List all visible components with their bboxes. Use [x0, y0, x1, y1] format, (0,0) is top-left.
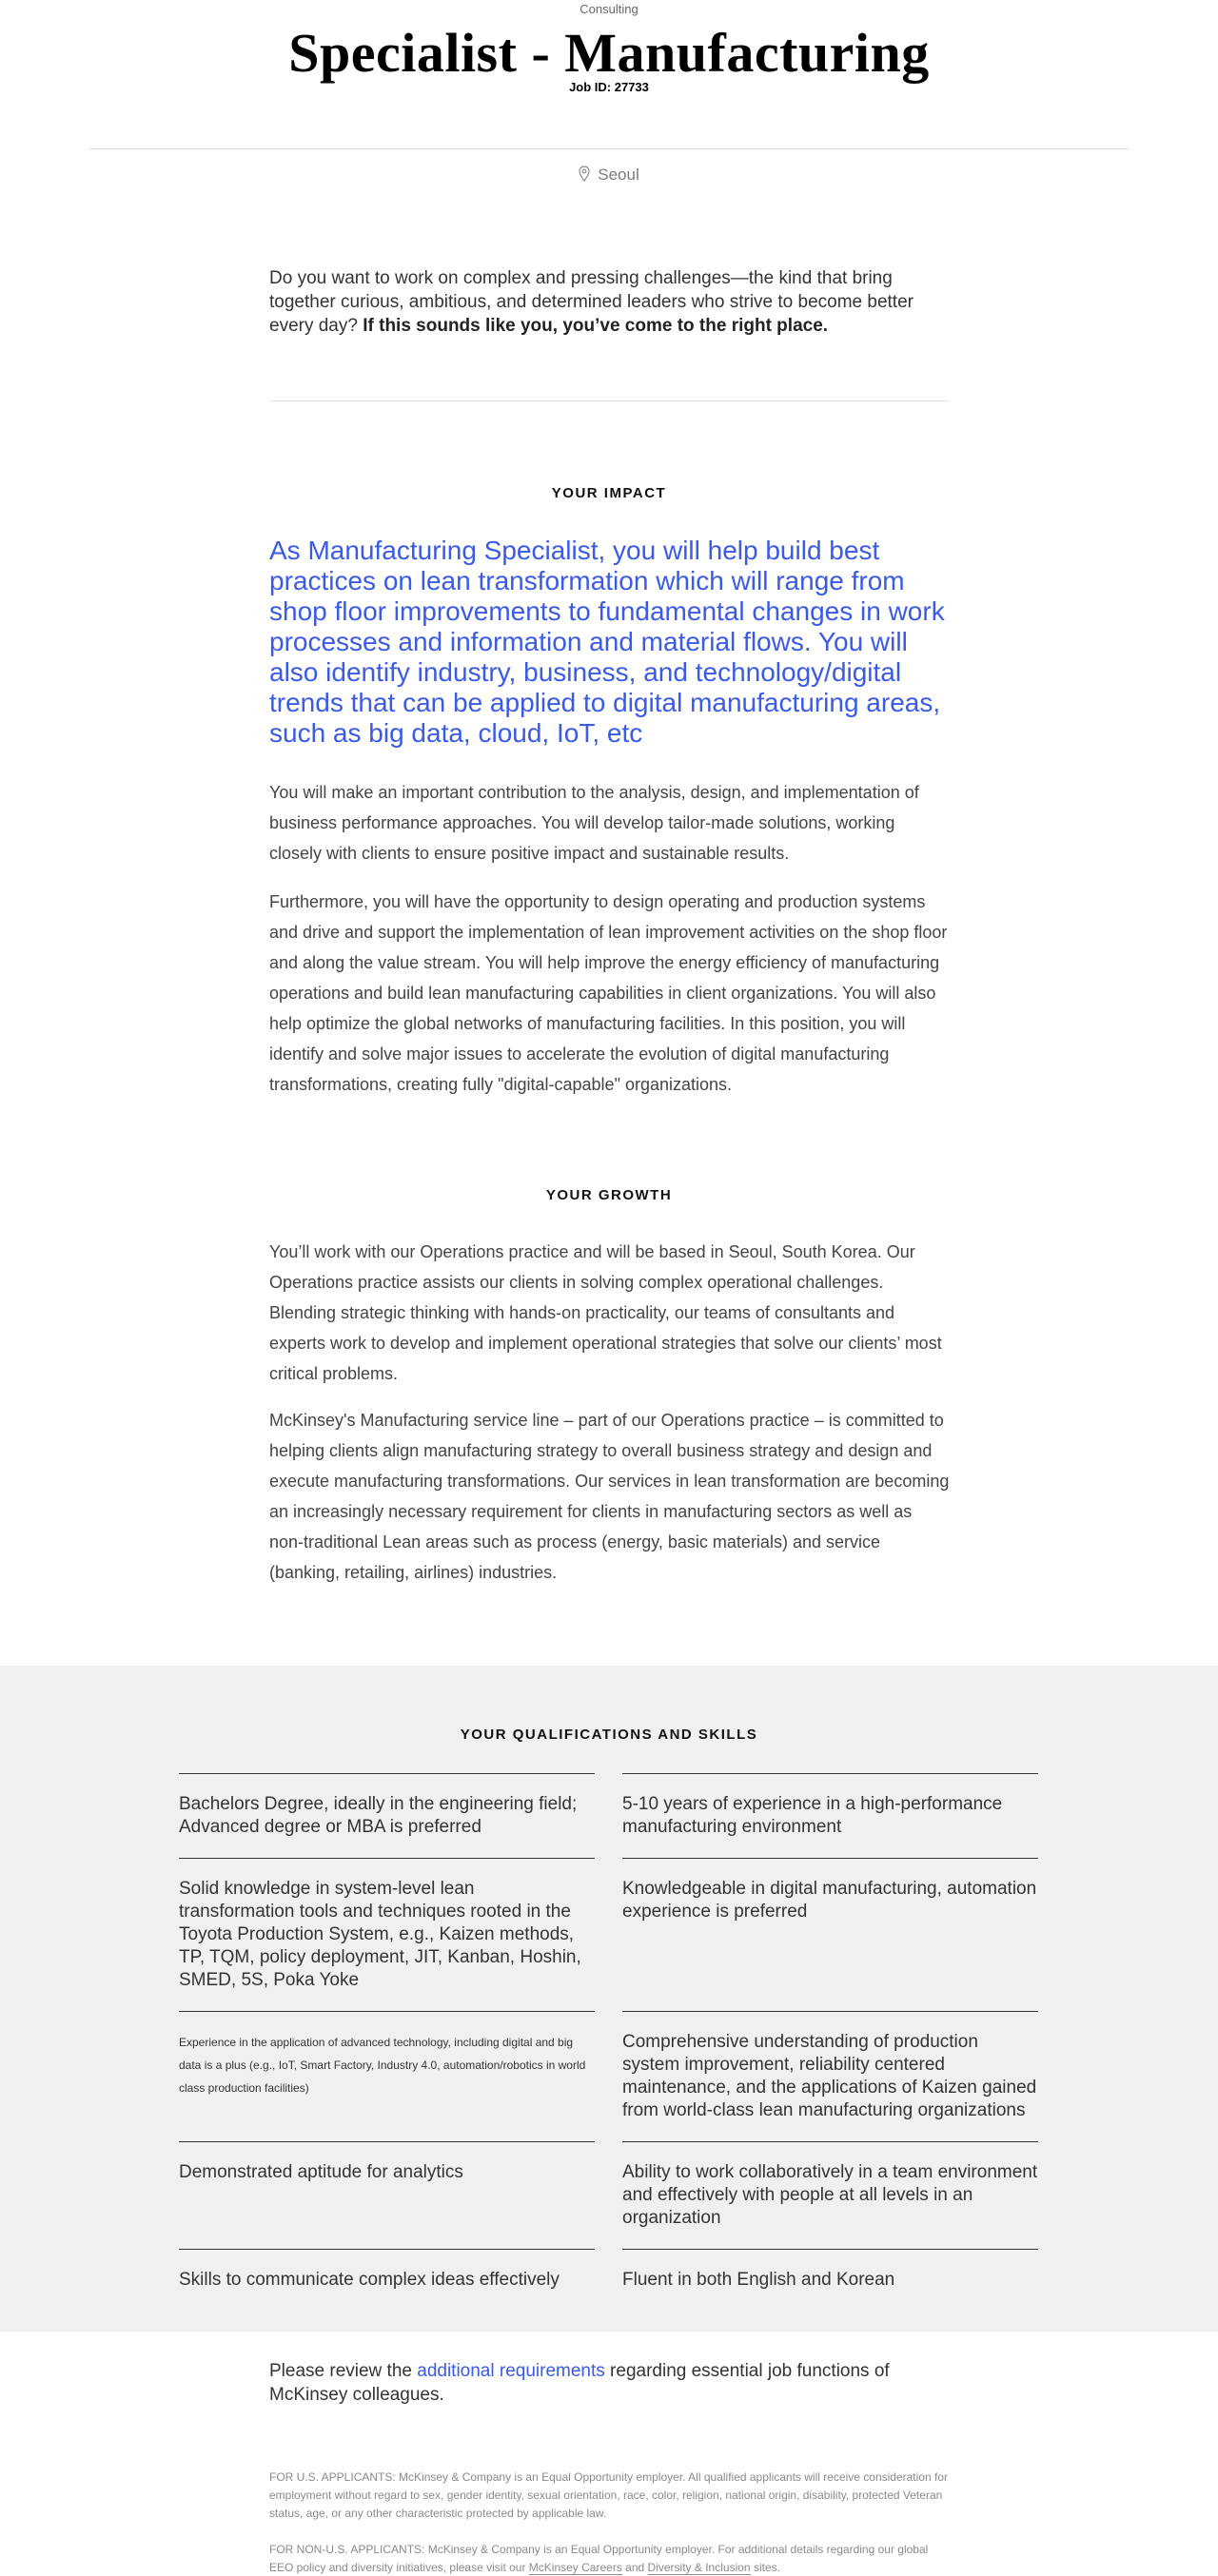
qualification-item: Knowledgeable in digital manufacturing, automation experience is preferred	[622, 1858, 1038, 1923]
qualification-item: Skills to communicate complex ideas effectively	[179, 2249, 595, 2292]
qualification-item: Comprehensive understanding of production system improvement, reliability centered maintenance, and the applications of Kaizen gained from world-class lean manufacturing organizations	[622, 2011, 1038, 2122]
intro-bold-text: If this sounds like you, you’ve come to the right place.	[363, 316, 829, 336]
intro-paragraph	[269, 266, 950, 338]
impact-paragraph-2: Furthermore, you will have the opportunity to design operating and production systems and drive and support the implementation of lean improvement activities on the shop floor and along the value stream. You will help improve the energy efficiency of manufacturing operations and build lean manufacturing capabilities in client organizations. You will also help optimize the global networks of manufacturing facilities. In this position, you will identify and solve major issues to accelerate the evolution of digital manufacturing transformations, creating fully "digital-capable" organizations.	[269, 892, 948, 1094]
qualifications-section	[0, 1666, 1218, 2332]
location-pin-icon	[579, 166, 590, 182]
impact-lead: As Manufacturing Specialist, you will help build best practices on lean transformation which will range from shop floor improvements to fundamental changes in work processes and information and material flows. You will also identify industry, business, and technology/digital trends that can be applied to digital manufacturing areas, such as big data, cloud, IoT, etc	[269, 536, 945, 748]
non-us-eeo-statement	[269, 2541, 950, 2576]
qualification-item: Experience in the application of advanced technology, including digital and big data is a plus (e.g., IoT, Smart Factory, Industry 4.0, automation/robotics in world class production facilities)	[179, 2011, 595, 2099]
job-header	[0, 0, 1218, 148]
review-text-before: Please review the	[269, 2361, 412, 2381]
impact-heading: YOUR IMPACT	[551, 485, 667, 501]
qualification-item: Ability to work collaboratively in a team environment and effectively with people at all levels in an organization	[622, 2141, 1038, 2230]
qualification-item: Bachelors Degree, ideally in the engineering field; Advanced degree or MBA is preferred	[179, 1773, 595, 1839]
qualification-item: 5-10 years of experience in a high-performance manufacturing environment	[622, 1773, 1038, 1839]
header-divider	[89, 148, 1129, 149]
qualification-item: Solid knowledge in system-level lean transformation tools and techniques rooted in the Toyota Production System, e.g., Kaizen methods, TP, TQM, policy deployment, JIT, Kanban, Hoshin, SMED, 5S, Poka Yoke	[179, 1858, 595, 1992]
qualification-item: Demonstrated aptitude for analytics	[179, 2141, 595, 2184]
job-category: Consulting	[580, 2, 638, 16]
job-location	[0, 166, 1218, 185]
non-us-eeo-text: FOR NON-U.S. APPLICANTS: McKinsey & Company is an Equal Opportunity employer. For additional details regarding our global EEO policy and diversity initiatives, please visit our	[269, 2543, 929, 2574]
us-eeo-statement: FOR U.S. APPLICANTS: McKinsey & Company is an Equal Opportunity employer. All qualified applicants will receive consideration for employment without regard to sex, gender identity, sexual orientation, race, color, religion, national origin, disability, protected Veteran status, age, or any other characteristic protected by applicable law.	[269, 2470, 948, 2520]
mckinsey-careers-link[interactable]: McKinsey Careers	[528, 2561, 622, 2574]
location-text: Seoul	[598, 166, 639, 184]
review-text-after: regarding essential job functions of McKinsey colleagues.	[269, 2361, 890, 2405]
intro-divider	[269, 400, 950, 401]
impact-paragraph-1: You will make an important contribution to the analysis, design, and implementation of business performance approaches. You will develop tailor-made solutions, working closely with clients to ensure positive impact and sustainable results.	[269, 783, 919, 863]
qualification-item: Fluent in both English and Korean	[622, 2249, 1038, 2292]
additional-requirements-link[interactable]: additional requirements	[417, 2361, 605, 2381]
job-id: Job ID: 27733	[569, 80, 649, 94]
job-title: Specialist - Manufacturing	[288, 22, 930, 84]
growth-heading: YOUR GROWTH	[545, 1187, 673, 1203]
growth-paragraph-2: McKinsey's Manufacturing service line – part of our Operations practice – is committed to helping clients align manufacturing strategy to overall business strategy and design and execute manufacturing transformations. Our services in lean transformation are becoming an increasingly necessary requirement for clients in manufacturing sectors as well as non-traditional Lean areas such as process (energy, basic materials) and service (banking, retailing, airlines) industries.	[269, 1411, 950, 1582]
and-text: and	[625, 2561, 645, 2574]
intro-text: Do you want to work on complex and pressing challenges—the kind that bring together curious, ambitious, and determined leaders who strive to become better every day?	[269, 268, 914, 336]
sites-text: sites.	[753, 2561, 780, 2574]
qualifications-heading: YOUR QUALIFICATIONS AND SKILLS	[460, 1727, 758, 1743]
additional-requirements-note	[269, 2359, 950, 2407]
growth-paragraph-1: You’ll work with our Operations practice and will be based in Seoul, South Korea. Our Operations practice assists our clients in solving complex operational challenges. Blending strategic thinking with hands-on practicality, our teams of consultants and experts work to develop and implement operational strategies that solve our clients’ most critical problems.	[269, 1242, 942, 1383]
diversity-inclusion-link[interactable]: Diversity & Inclusion	[647, 2561, 751, 2574]
